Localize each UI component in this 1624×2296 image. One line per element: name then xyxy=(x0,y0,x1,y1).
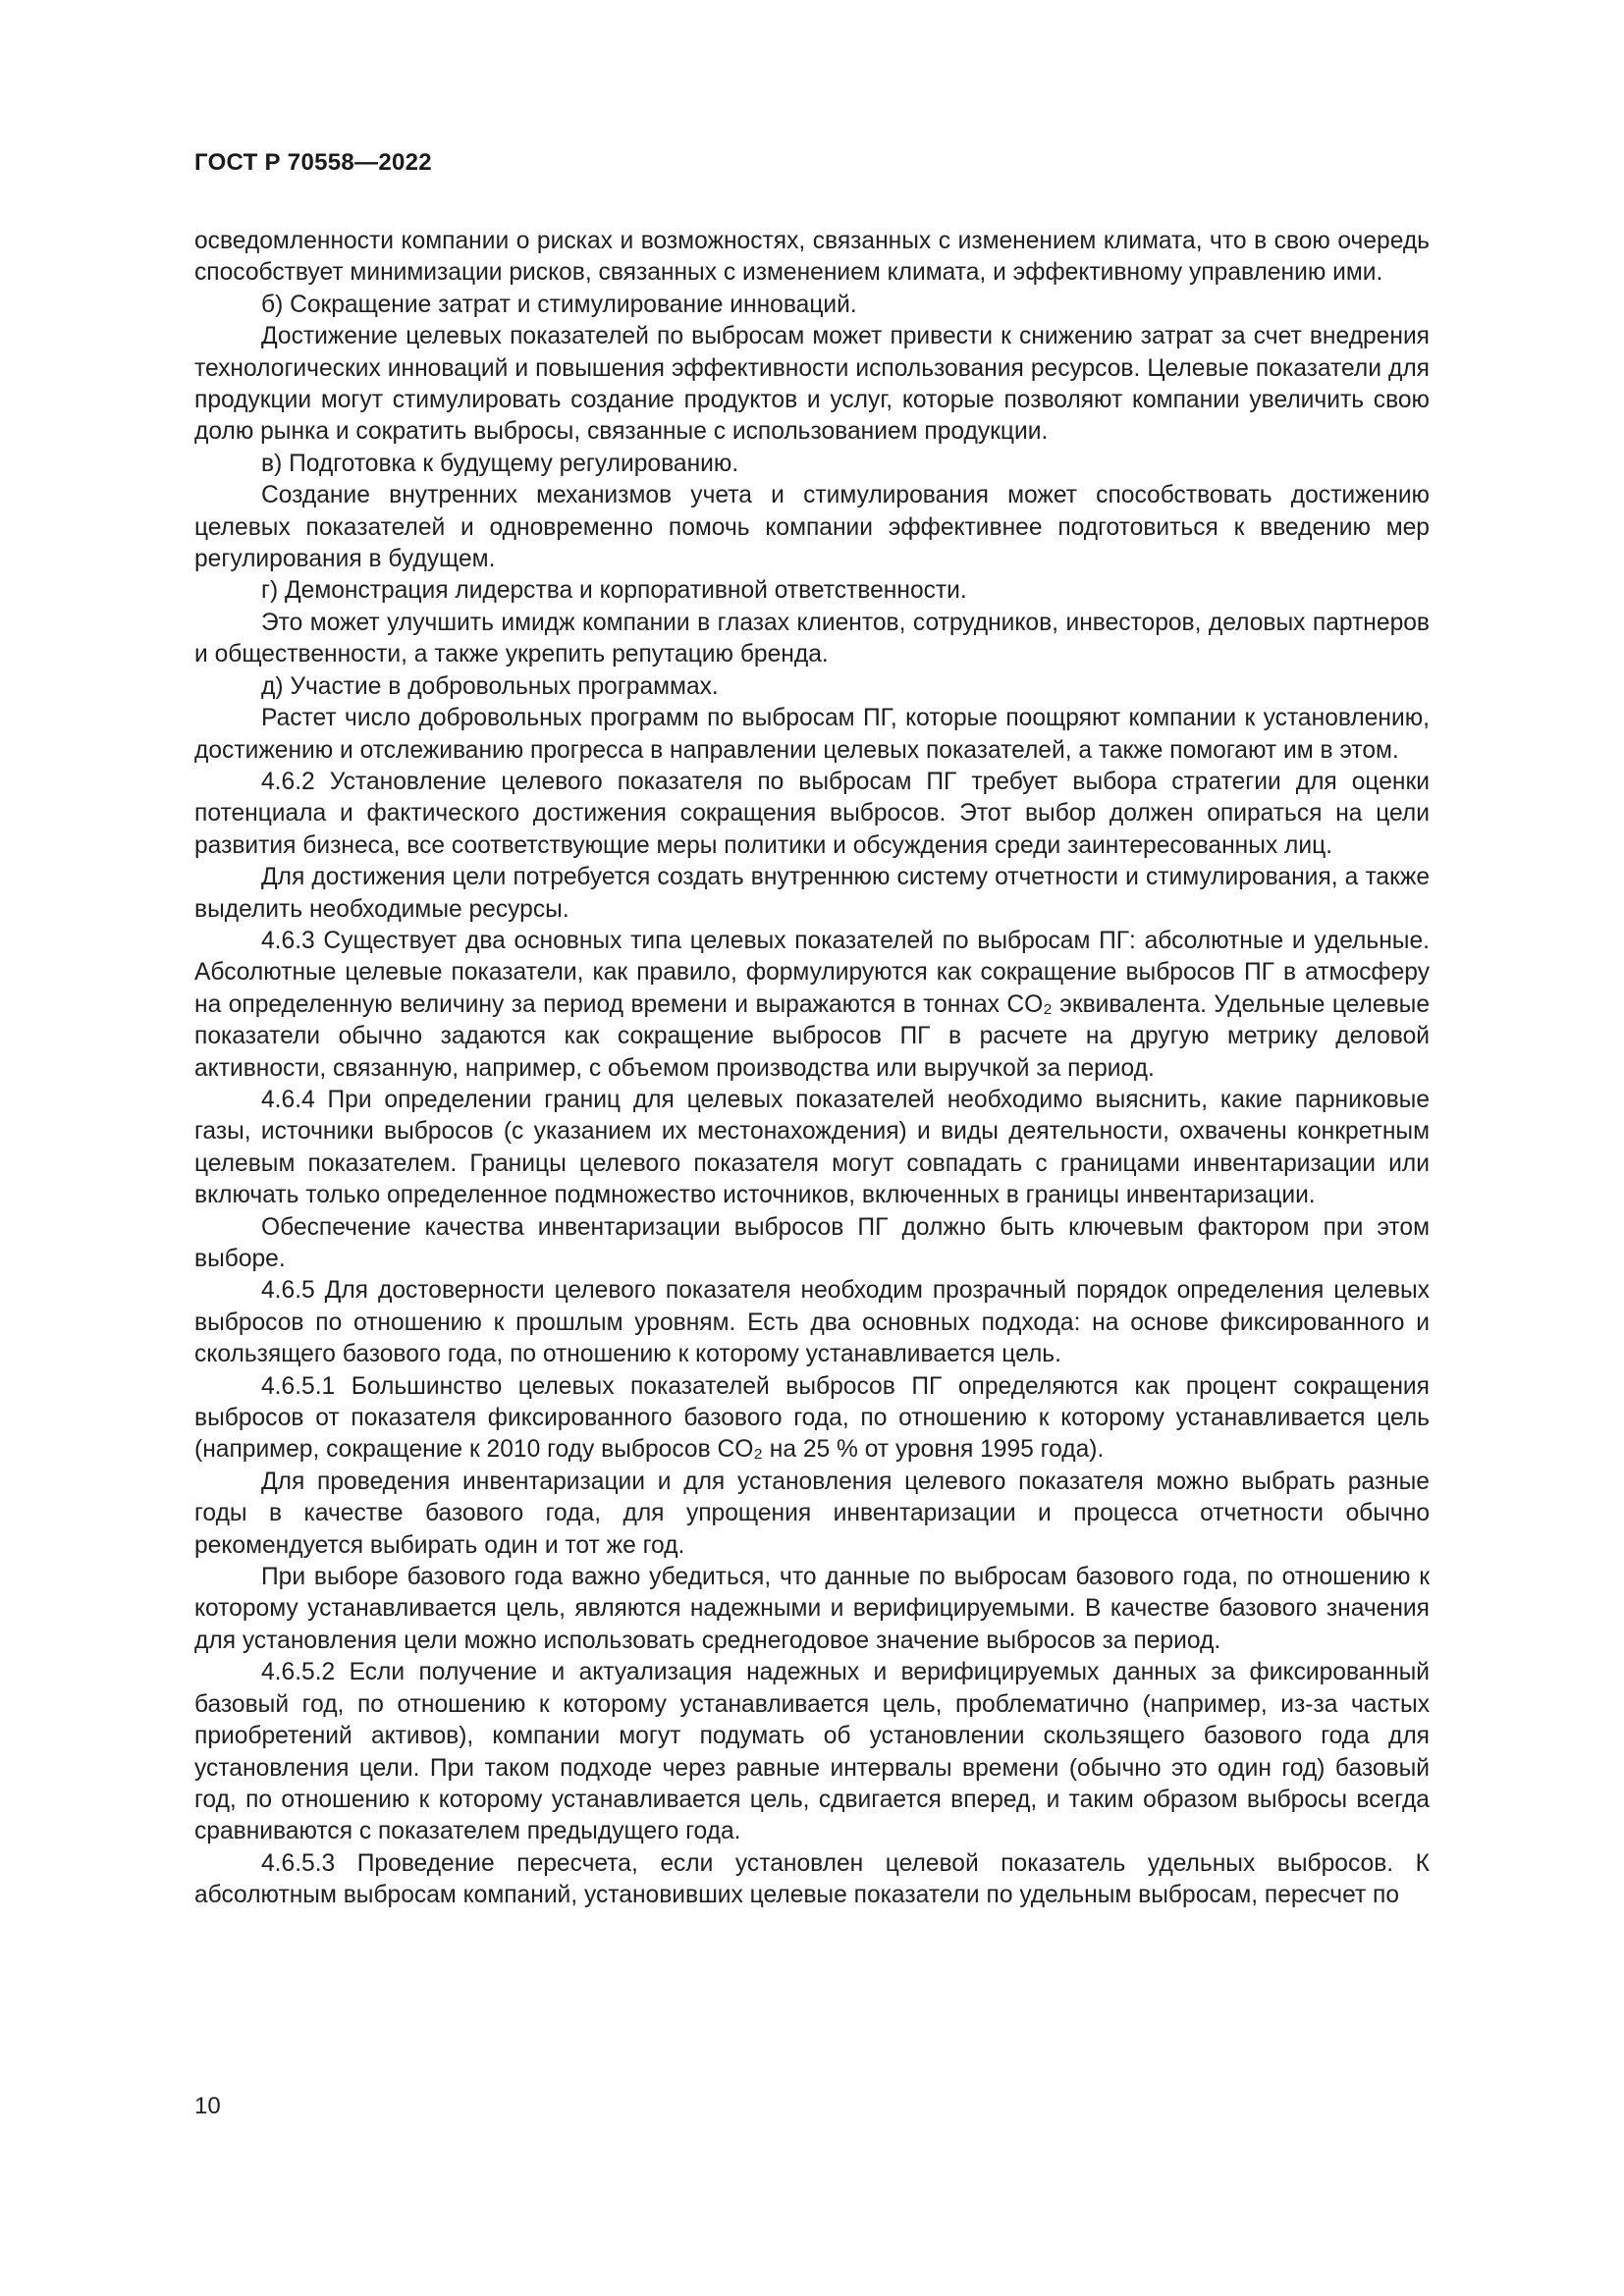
paragraph: Это может улучшить имидж компании в глазах клиентов, сотрудников, инвесторов, деловых партнеров и общественности, а также укрепить репутацию бренда. xyxy=(194,609,1430,668)
paragraph: Для достижения цели потребуется создать внутреннюю систему отчетности и стимулирования, а также выделить необходимые ресурсы. xyxy=(194,864,1430,923)
paragraph: в) Подготовка к будущему регулированию. xyxy=(261,450,739,477)
paragraph: Достижение целевых показателей по выбросам может привести к снижению затрат за счет внедрения технологических инноваций и повышения эффективности использования ресурсов. Целевые показатели для продукции могут стимулировать создание продуктов и услуг, которые позволяют компании увеличить свою долю рынка и сократить выбросы, связанные с использованием продукции. xyxy=(194,323,1430,446)
paragraph: Создание внутренних механизмов учета и стимулирования может способствовать достижению целевых показателей и одновременно помочь компании эффективнее подготовиться к введению мер регулирования в будущем. xyxy=(194,482,1430,573)
paragraph: При выборе базового года важно убедиться, что данные по выбросам базового года, по отношению к которому устанавливается цель, являются надежными и верифицируемыми. В качестве базового значения для установления цели можно использовать среднегодовое значение выбросов за период. xyxy=(194,1564,1430,1654)
paragraph: 4.6.3 Существует два основных типа целевых показателей по выбросам ПГ: абсолютные и удельные. Абсолютные целевые показатели, как правило, формулируются как сокращение выбросов ПГ в атмосферу на определенную величину за период времени и выражаются в тоннах CO₂ эквивалента. Удельные целевые показатели обычно задаются как сокращение выбросов ПГ в расчете на другую метрику деловой активности, связанную, например, с объемом производства или выручкой за период. xyxy=(194,927,1430,1082)
paragraph: 4.6.5.2 Если получение и актуализация надежных и верифицируемых данных за фиксированный базовый год, по отношению к которому устанавливается цель, проблематично (например, из-за частых приобретений активов), компании могут подумать об установлении скользящего базового года для установления цели. При таком подходе через равные интервалы времени (обычно это один год) базовый год, по отношению к которому устанавливается цель, сдвигается вперед, и таким образом выбросы всегда сравниваются с показателем предыдущего года. xyxy=(194,1659,1430,1845)
paragraph: 4.6.5.1 Большинство целевых показателей выбросов ПГ определяются как процент сокращения выбросов от показателя фиксированного базового года, по отношению к которому устанавливается цель (например, сокращение к 2010 году выбросов CO₂ на 25 % от уровня 1995 года). xyxy=(194,1372,1430,1464)
paragraph: 4.6.2 Установление целевого показателя по выбросам ПГ требует выбора стратегии для оценки потенциала и фактического достижения сокращения выбросов. Этот выбор должен опираться на цели развития бизнеса, все соответствующие меры политики и обсуждения среди заинтересованных лиц. xyxy=(194,768,1430,859)
paragraph: Для проведения инвентаризации и для установления целевого показателя можно выбрать разные годы в качестве базового года, для упрощения инвентаризации и процесса отчетности обычно рекомендуется выбирать один и тот же год. xyxy=(194,1468,1430,1559)
page-number: 10 xyxy=(194,2093,221,2119)
paragraph: Обеспечение качества инвентаризации выбросов ПГ должно быть ключевым фактором при этом выборе. xyxy=(194,1213,1430,1272)
document-header: ГОСТ Р 70558—2022 xyxy=(194,149,432,176)
paragraph: 4.6.5 Для достоверности целевого показателя необходим прозрачный порядок определения целевых выбросов по отношению к прошлым уровням. Есть два основных подхода: на основе фиксированного и скользящего базового года, по отношению к которому устанавливается цель. xyxy=(194,1277,1430,1368)
paragraph: осведомленности компании о рисках и возможностях, связанных с изменением климата, что в свою очередь способствует минимизации рисков, связанных с изменением климата, и эффективному управлению ими. xyxy=(194,228,1430,287)
paragraph: б) Сокращение затрат и стимулирование инноваций. xyxy=(261,291,857,318)
document-body xyxy=(194,226,1430,1912)
paragraph: 4.6.5.3 Проведение пересчета, если установлен целевой показатель удельных выбросов. К абсолютным выбросам компаний, установивших целевые показатели по удельным выбросам, пересчет по xyxy=(194,1849,1430,1909)
paragraph: д) Участие в добровольных программах. xyxy=(261,672,719,700)
paragraph: 4.6.4 При определении границ для целевых показателей необходимо выяснить, какие парниковые газы, источники выбросов (с указанием их местонахождения) и виды деятельности, охвачены конкретным целевым показателем. Границы целевого показателя могут совпадать с границами инвентаризации или включать только определенное подмножество источников, включенных в границы инвентаризации. xyxy=(194,1086,1430,1209)
paragraph: г) Демонстрация лидерства и корпоративной ответственности. xyxy=(261,577,967,605)
paragraph: Растет число добровольных программ по выбросам ПГ, которые поощряют компании к установлению, достижению и отслеживанию прогресса в направлении целевых показателей, а также помогают им в этом. xyxy=(194,705,1430,764)
